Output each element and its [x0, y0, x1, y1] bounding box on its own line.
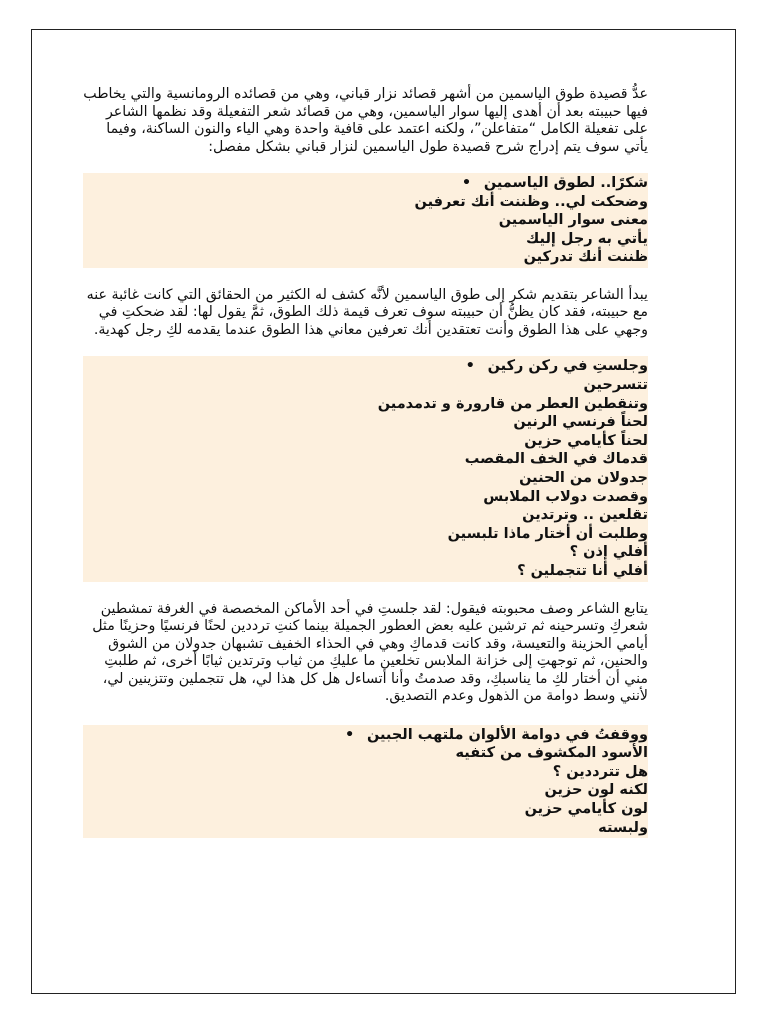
- bullet-icon: •: [465, 358, 475, 375]
- commentary-paragraph-1: يبدأ الشاعر بتقديم شكر إلى طوق الياسمين لأنَّه كشف له الكثير من الحقائق التي كانت غائبة عنه مع حبيبته، فقد كان يظنُّ أن حبيبته سوف تعرف قيمة ذلك الطوق، ثمَّ يقول لها: لقد ضحكتِ في وجهي على هذا الطوق وأنت تعتقدين أنك تعرفين معاني هذا الطوق عندما يقدمه لكِ رجل كهدية.: [86, 286, 648, 338]
- article-content: [83, 58, 648, 838]
- poem-stanza-3: [83, 725, 648, 839]
- stanza-line: أفلي أنا تتجملين ؟: [517, 563, 648, 579]
- stanza-line: جدولان من الحنين: [519, 470, 648, 487]
- stanza-line: ولبسته: [598, 819, 648, 836]
- stanza-line: أفلي إذن ؟: [569, 544, 648, 561]
- stanza-line: وطلبت أن أختار ماذا تلبسين: [447, 525, 648, 542]
- stanza-line: تقلعين .. وترتدين: [522, 507, 648, 524]
- stanza-line: وجلستِ في ركن ركين•: [465, 358, 648, 375]
- bullet-icon: •: [344, 726, 355, 743]
- poem-stanza-2: [83, 356, 648, 581]
- stanza-line: هل تترددين ؟: [552, 763, 648, 780]
- stanza-line: وقصدت دولاب الملابس: [483, 488, 648, 505]
- stanza-line: تتسرحين: [583, 377, 648, 394]
- stanza-line: لحناً كأيامي حزين: [524, 432, 648, 449]
- stanza-line: شكرًا.. لطوق الياسمين•: [461, 175, 648, 191]
- bullet-icon: •: [461, 175, 472, 191]
- commentary-paragraph-2: يتابع الشاعر وصف محبوبته فيقول: لقد جلستِ في أحد الأماكن المخصصة في الغرفة تمشطين شعركِ وتسرحينه ثم ترشين عليه بعض العطور الجميلة بينما كنتِ ترددين لحنًا فرنسيًا وحزينًا مثل أيامي الحزينة والتعيسة، وقد كانت قدماكِ وهي في الحذاء الخفيف تشبهان جدولان من الشوق والحنين، ثم توجهتِ إلى خزانة الملابس تخلعين ما عليكِ من ثياب وترتدين ثيابًا أخرى، ثم طلبتِ مني أن أختار لكِ ما يناسبكِ، وقد صدمتُ وأنا أتساءل هل كل هذا لي، هل تتجملين وتتزينين لي، لأنني وسط دوامة من الذهول وعدم التصديق.: [92, 600, 648, 705]
- stanza-line: لون كأيامي حزين: [524, 800, 648, 817]
- stanza-line: معنى سوار الياسمين: [498, 212, 648, 229]
- stanza-line: لحناً فرنسي الرنين: [513, 414, 648, 431]
- stanza-line: قدماك في الخف المقصب: [464, 451, 648, 468]
- stanza-line: ظننت أنك تدركين: [523, 249, 648, 266]
- intro-paragraph: عدُّ قصيدة طوق الياسمين من أشهر قصائد نزار قباني، وهي من قصائده الرومانسية والتي يخاطب فيها حبيبته بعد أن أهدى إليها سوار الياسمين، وهي من قصائد شعر التفعيلة وقد نظمها الشاعر على تفعيلة الكامل “متفاعلن”، ولكنه اعتمد على قافية واحدة وهي الياء والنون الساكنة، وفيما يأتي سوف يتم إدراج شرح قصيدة طول الياسمين لنزار قباني بشكل مفصل:: [83, 86, 648, 155]
- stanza-line: الأسود المكشوف من كتفيه: [455, 745, 648, 762]
- stanza-line: لكنه لون حزين: [544, 782, 648, 799]
- stanza-line: وتنقطين العطر من قارورة و تدمدمين: [377, 395, 648, 412]
- stanza-line: ووقفتُ في دوامة الألوان ملتهب الجبين•: [344, 726, 648, 743]
- stanza-line: وضحكت لي.. وظننت أنك تعرفين: [414, 193, 648, 210]
- stanza-line: يأتي به رجل إليك: [526, 230, 648, 247]
- poem-stanza-1: [83, 173, 648, 268]
